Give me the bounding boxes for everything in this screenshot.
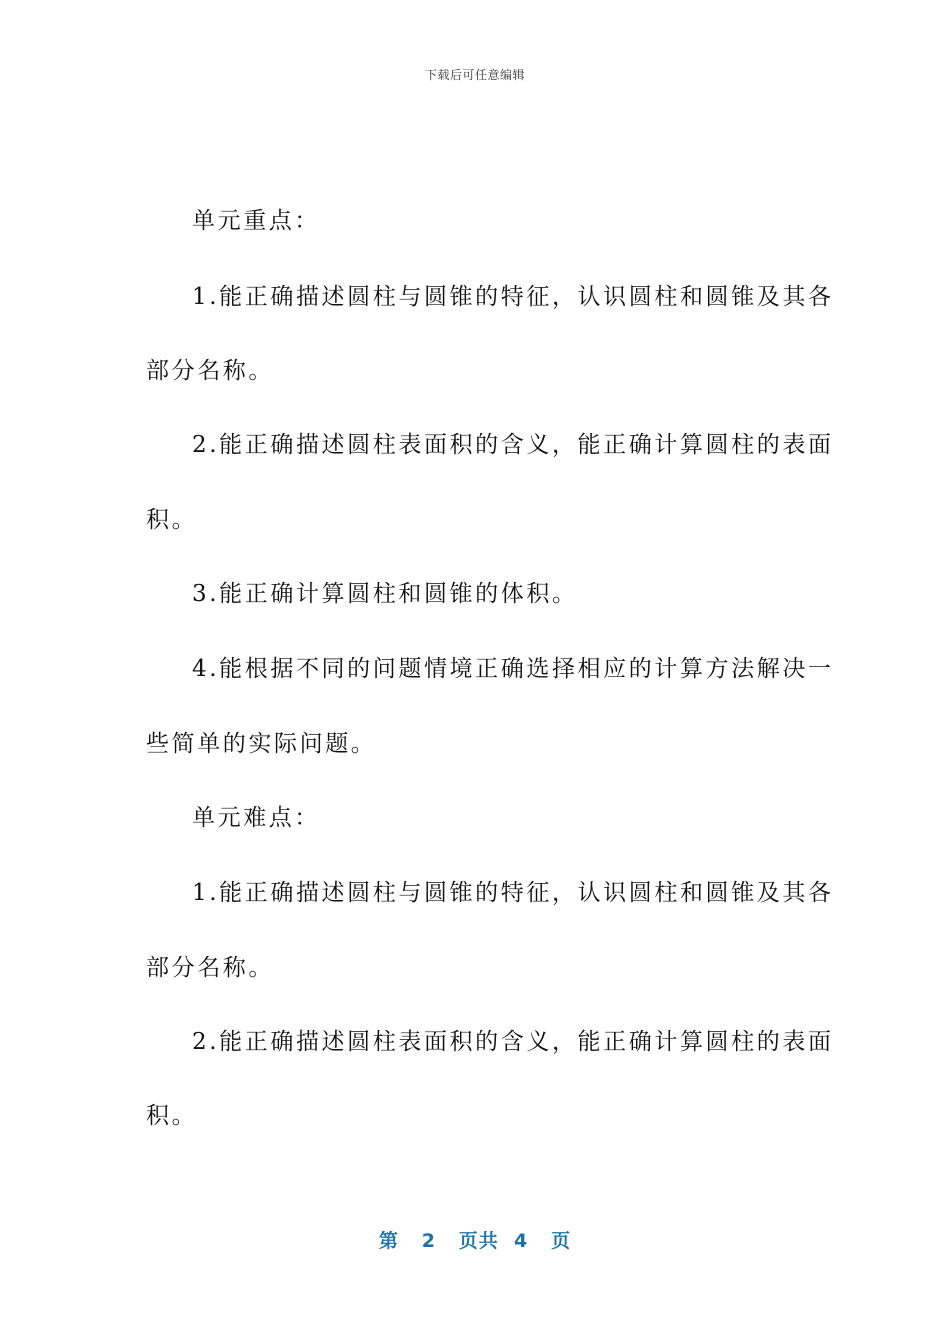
paragraph-line: 1.能正确描述圆柱与圆锥的特征，认识圆柱和圆锥及其各	[192, 880, 834, 906]
paragraph-line: 1.能正确描述圆柱与圆锥的特征，认识圆柱和圆锥及其各	[192, 284, 834, 310]
page-label-mid: 页共	[458, 1230, 499, 1252]
page-number-footer	[0, 1226, 950, 1253]
paragraph-line: 积。	[146, 1103, 198, 1129]
paragraph-line: 2.能正确描述圆柱表面积的含义，能正确计算圆柱的表面	[192, 432, 834, 458]
paragraph-line: 4.能根据不同的问题情境正确选择相应的计算方法解决一	[192, 656, 834, 682]
current-page-number: 2	[421, 1230, 436, 1252]
paragraph-line: 积。	[146, 507, 198, 533]
total-page-number: 4	[514, 1230, 529, 1252]
page-header-note: 下载后可任意编辑	[424, 68, 525, 82]
section-heading-difficulties: 单元难点：	[192, 805, 320, 831]
section-heading-key-points: 单元重点：	[192, 208, 320, 234]
paragraph-line: 些简单的实际问题。	[146, 731, 377, 757]
page-label-suffix: 页	[551, 1230, 572, 1252]
paragraph-line: 部分名称。	[146, 955, 274, 981]
paragraph-line: 部分名称。	[146, 358, 274, 384]
paragraph-line: 2.能正确描述圆柱表面积的含义，能正确计算圆柱的表面	[192, 1029, 834, 1055]
page-label-prefix: 第	[378, 1230, 399, 1252]
paragraph-line: 3.能正确计算圆柱和圆锥的体积。	[192, 581, 578, 607]
